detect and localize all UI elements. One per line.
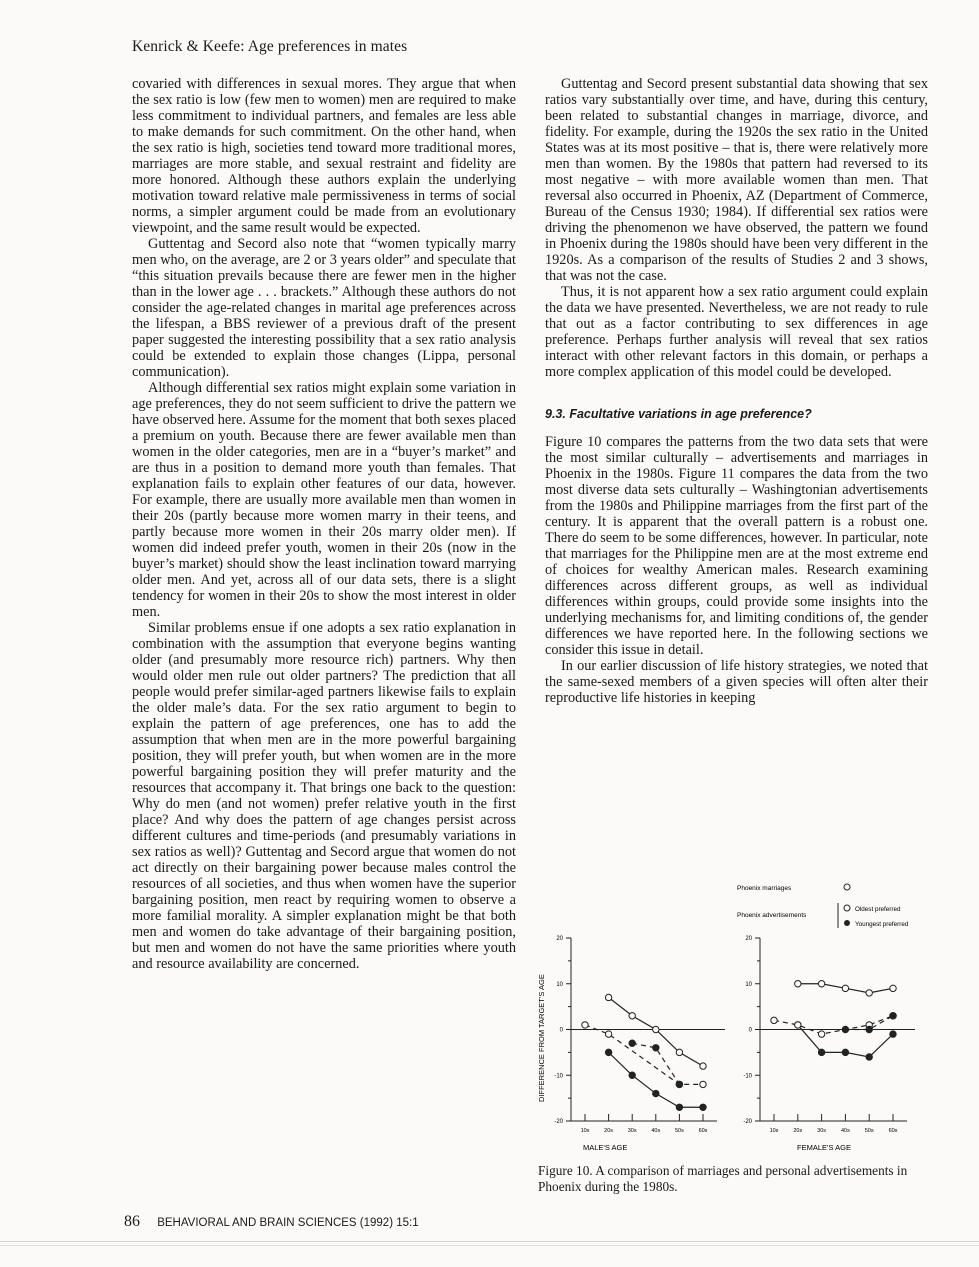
- series-point-1: [676, 1049, 682, 1055]
- paragraph: Guttentag and Secord present substantial data showing that sex ratios vary substantially over time, and have, during this century, been related to substantial changes in marriage, divorce, and fidelity. For example, during the 1920s the sex ratio in the United States was at its most positive – that is, there were relatively more men than women. By the 1980s that pattern had reversed to its most negative – with more available women than men. That reversal also occurred in Phoenix, AZ (Department of Commerce, Bureau of the Census 1930; 1984). If differential sex ratios were driving the phenomenon we have observed, the pattern we found in Phoenix during the 1980s should have been very different in the 1920s. As a comparison of the results of Studies 2 and 3 shows, that was not the case.: [545, 76, 928, 284]
- page-footer: [124, 1213, 419, 1231]
- series-line-3: [774, 1016, 893, 1034]
- legend-filled-marker: [844, 920, 850, 926]
- series-point-2: [890, 1031, 896, 1037]
- x-tick-label: 60s: [698, 1128, 708, 1134]
- y-tick-label: 10: [745, 981, 752, 988]
- x-tick-label: 50s: [864, 1128, 874, 1134]
- x-tick-label: 10s: [580, 1128, 590, 1134]
- series-point-1: [795, 981, 801, 987]
- series-point-3: [795, 1022, 801, 1028]
- paragraph: Although differential sex ratios might explain some variation in age preferences, they do not seem sufficient to drive the pattern we have observed here. Assume for the moment that both sexes placed a premium on youth. Because there are fewer available men than women in the older categories, men are in a “buyer’s market” and are thus in a position to demand more youth than females. That explanation fails to explain other features of our data, however. For example, there are usually more available men than women in their 20s (partly because more women marry in their teens, and partly because more women in their 20s marry older men). If women did indeed prefer youth, women in their 20s (now in the buyer’s market) should show the least inclination toward marrying older men. And yet, across all of our data sets, there is a slight tendency for women in their 20s to show the most interest in older men.: [132, 380, 516, 620]
- paragraph: Thus, it is not apparent how a sex ratio argument could explain the data we have presented. Nevertheless, we are not ready to rule that out as a factor contributing to sex differences in age preference. Perhaps further analysis will reveal that sex ratios interact with other relevant factors in this domain, or perhaps a more complex application of this model could be developed.: [545, 284, 928, 380]
- legend-marriages-marker: [844, 884, 850, 890]
- legend-marriages-label: Phoenix marriages: [737, 885, 792, 892]
- legend-youngest-label: Youngest preferred: [855, 921, 909, 928]
- y-tick-label: -10: [743, 1073, 752, 1080]
- male-panel: [554, 936, 725, 1134]
- male-x-axis-label: MALE'S AGE: [583, 1143, 628, 1152]
- series-point-3: [605, 1031, 611, 1037]
- figure-10-chart: [535, 876, 935, 1158]
- x-tick-label: 20s: [604, 1128, 614, 1134]
- y-tick-label: 0: [559, 1027, 563, 1034]
- series-point-2: [629, 1072, 635, 1078]
- y-tick-label: 10: [556, 981, 563, 988]
- series-point-1: [700, 1063, 706, 1069]
- running-header: Kenrick & Keefe: Age preferences in mates: [132, 38, 408, 55]
- x-tick-label: 10s: [769, 1128, 779, 1134]
- figure-caption: Figure 10. A comparison of marriages and personal advertisements in Phoenix during the 1980s.: [538, 1163, 908, 1194]
- y-tick-label: -10: [554, 1073, 563, 1080]
- female-x-axis-label: FEMALE'S AGE: [797, 1143, 851, 1152]
- legend-open-marker: [844, 905, 850, 911]
- series-point-4: [629, 1040, 635, 1046]
- x-tick-label: 20s: [793, 1128, 803, 1134]
- right-text-column: [545, 76, 928, 706]
- series-point-1: [842, 985, 848, 991]
- series-point-4: [676, 1081, 682, 1087]
- series-point-2: [653, 1090, 659, 1096]
- left-text-column: [132, 76, 516, 972]
- series-line-2: [609, 1052, 703, 1107]
- journal-citation: BEHAVIORAL AND BRAIN SCIENCES (1992) 15:1: [157, 1217, 419, 1229]
- paragraph: covaried with differences in sexual mores. They argue that when the sex ratio is low (few men to women) men are required to make less commitment to individual partners, and females are less able to make demands for such commitment. On the other hand, when the sex ratio is high, societies tend toward more traditional mores, marriages are more stable, and sexual restraint and fidelity are more honored. Although these authors explain the underlying motivation toward relative male permissiveness in terms of social norms, a simpler argument could be made from an evolutionary viewpoint, and the same result would be expected.: [132, 76, 516, 236]
- series-point-3: [818, 1031, 824, 1037]
- series-point-1: [629, 1013, 635, 1019]
- x-tick-label: 30s: [817, 1128, 827, 1134]
- paragraph: Figure 10 compares the patterns from the two data sets that were the most similar culturally – advertisements and marriages in Phoenix in the 1980s. Figure 11 compares the data from the two most diverse data sets culturally – Washingtonian advertisements from the 1980s and Philippine marriages from the first part of the century. It is apparent that the overall pattern is a robust one. There do seem to be some differences, however. In particular, note that marriages for the Philippine men are at the most extreme end of choices for wealthy American males. Research examining differences across different groups, as well as individual differences within groups, could provide some insights into the underlying mechanisms for, and limiting conditions of, the gender differences we have reported here. In the following sections we consider this issue in detail.: [545, 434, 928, 658]
- series-point-4: [842, 1026, 848, 1032]
- paragraph: Guttentag and Secord also note that “women typically marry men who, on the average, are 2 or 3 years older” and speculate that “this situation prevails because there are fewer men in the higher than in the lower age . . . brackets.” Although these authors do not consider the age-related changes in marital age preferences across the lifespan, a BBS reviewer of a previous draft of the present paper suggested the interesting possibility that a sex ratio analysis could be extended to explain those changes (Lippa, personal communication).: [132, 236, 516, 380]
- x-tick-label: 30s: [627, 1128, 637, 1134]
- scan-edge-line: [0, 1245, 979, 1246]
- paragraph: In our earlier discussion of life history strategies, we noted that the same-sexed members of a given species will often alter their reproductive life histories in keeping: [545, 658, 928, 706]
- x-tick-label: 40s: [651, 1128, 661, 1134]
- female-panel: [743, 936, 915, 1134]
- y-tick-label: 20: [556, 936, 563, 942]
- chart-legend: [737, 884, 909, 928]
- series-point-2: [842, 1049, 848, 1055]
- series-point-2: [605, 1049, 611, 1055]
- series-point-1: [605, 994, 611, 1000]
- series-point-3: [700, 1081, 706, 1087]
- x-tick-label: 60s: [888, 1128, 898, 1134]
- x-tick-label: 40s: [840, 1128, 850, 1134]
- y-tick-label: -20: [554, 1119, 563, 1125]
- y-tick-label: 20: [745, 936, 752, 942]
- series-point-2: [818, 1049, 824, 1055]
- series-point-4: [890, 1013, 896, 1019]
- series-point-1: [653, 1026, 659, 1032]
- series-point-4: [866, 1026, 872, 1032]
- y-tick-label: 0: [748, 1027, 752, 1034]
- x-tick-label: 50s: [674, 1128, 684, 1134]
- legend-oldest-label: Oldest preferred: [855, 906, 901, 913]
- series-point-1: [890, 985, 896, 991]
- series-point-2: [700, 1104, 706, 1110]
- series-point-4: [653, 1045, 659, 1051]
- section-heading: 9.3. Facultative variations in age preference?: [545, 407, 812, 421]
- series-point-1: [866, 990, 872, 996]
- scan-edge-line: [0, 1241, 979, 1242]
- page-number: 86: [124, 1213, 140, 1230]
- series-line-3: [585, 1025, 703, 1084]
- series-point-3: [771, 1017, 777, 1023]
- paragraph: Similar problems ensue if one adopts a sex ratio explanation in combination with the assumption that everyone begins wanting older (and presumably more resource rich) partners. Why then would older men rule out older partners? The prediction that all people would prefer similar-aged partners likewise fails to explain the older male’s data. For the sex ratio argument to begin to explain the pattern of age preferences, one has to add the assumption that when men are in the more powerful bargaining position, they will prefer youth, but when women are in the more powerful bargaining position they will prefer maturity and the resources that accompany it. That brings one back to the question: Why do men (and not women) prefer relative youth in the first place? And why does the pattern of age changes persist across different cultures and time-periods (and presumably variations in sex ratios as well)? Guttentag and Secord argue that women do not act directly on their bargaining power because males control the resources of all societies, and thus when women have the superior bargaining position, men react by requiring women to observe a more familial morality. A simpler explanation might be that both men and women do take advantage of their bargaining position, but men and women do not have the same priorities where youth and resource availability are concerned.: [132, 620, 516, 972]
- legend-ads-label: Phoenix advertisements: [737, 912, 807, 919]
- series-point-2: [676, 1104, 682, 1110]
- series-point-1: [818, 981, 824, 987]
- y-axis-label: DIFFERENCE FROM TARGET'S AGE: [537, 974, 546, 1102]
- series-point-2: [866, 1054, 872, 1060]
- y-tick-label: -20: [743, 1119, 752, 1125]
- series-point-3: [582, 1022, 588, 1028]
